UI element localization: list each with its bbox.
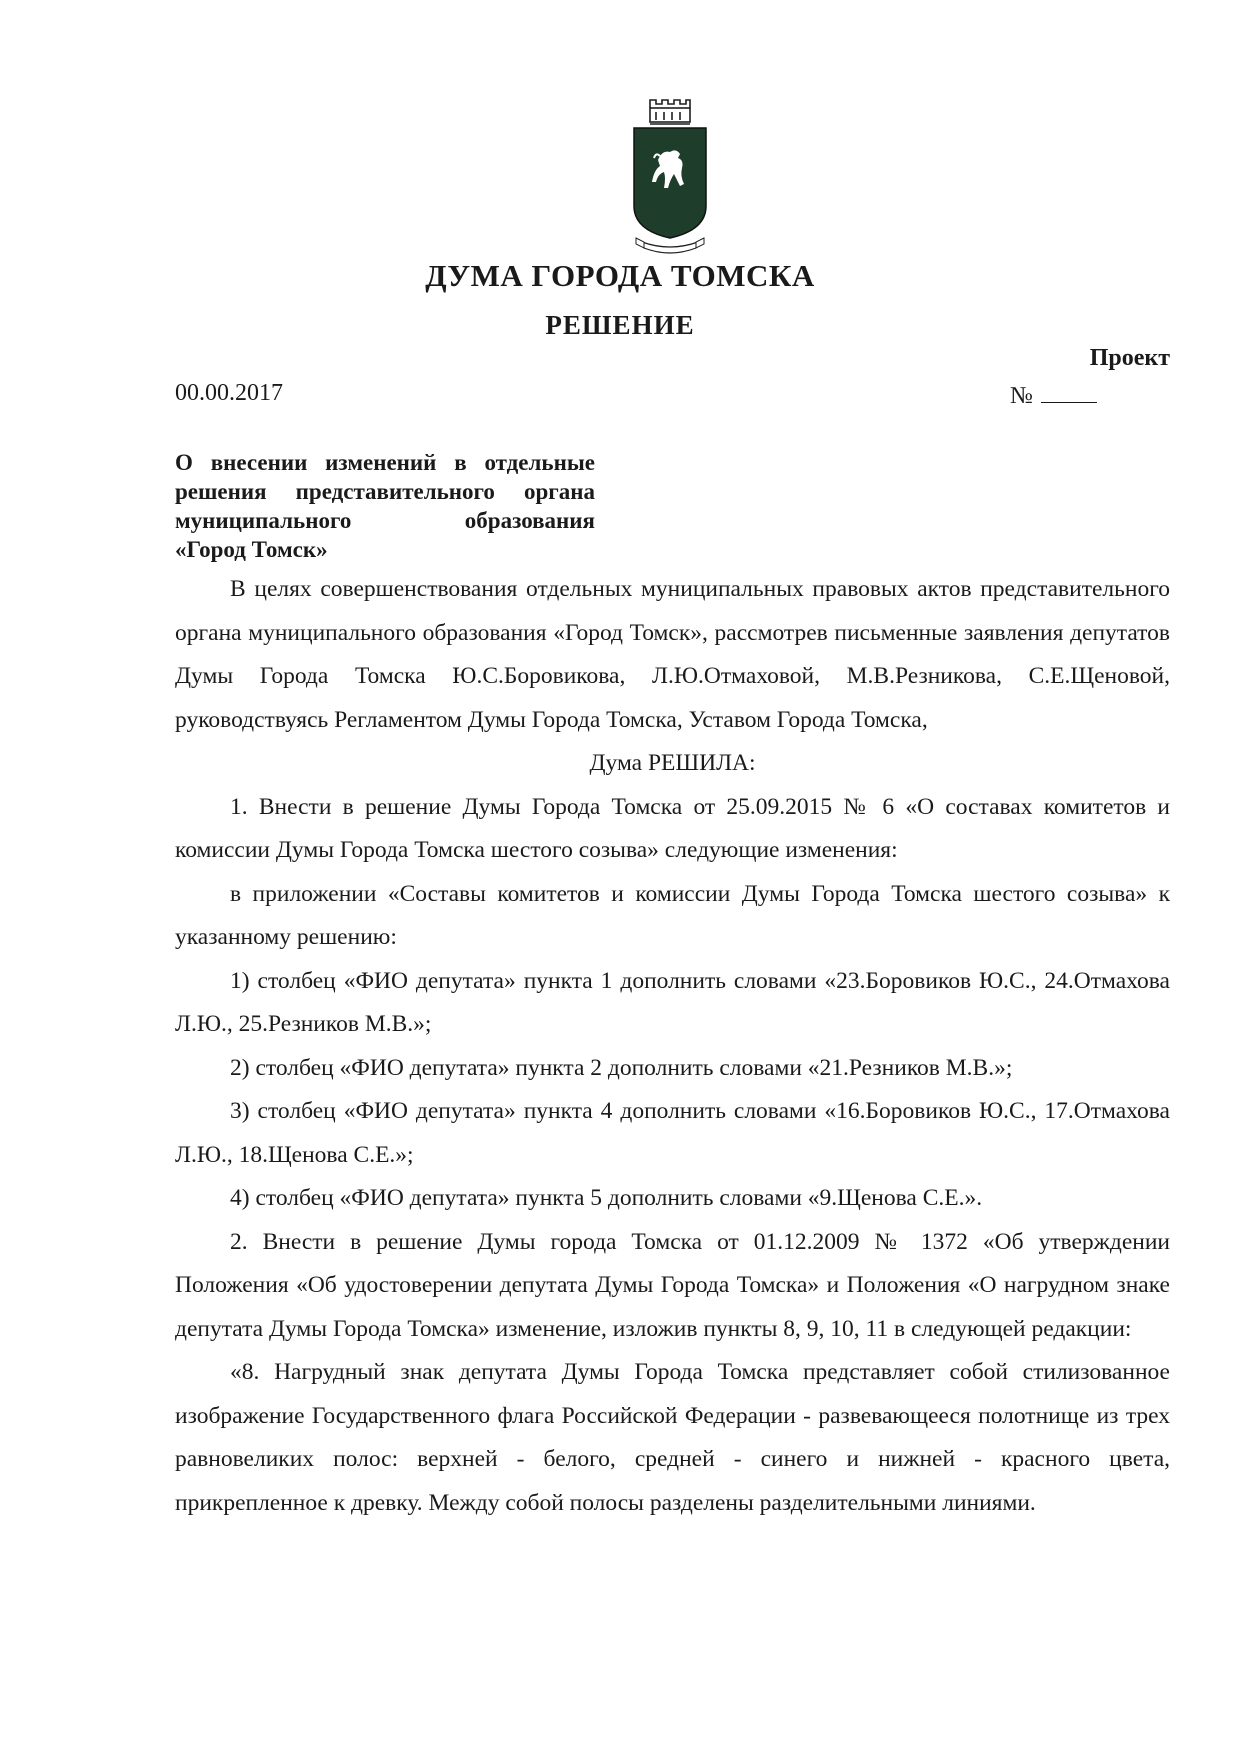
document-type: РЕШЕНИЕ [545,310,695,340]
document-body [175,568,1170,1525]
paragraph-1-item-3: 3) столбец «ФИО депутата» пункта 4 дополнить словами «16.Боровиков Ю.С., 17.Отмахова Л.Ю., 18.Щенова С.Е.»; [175,1098,1170,1168]
document-subject [175,448,595,564]
number-blank [1041,380,1097,403]
paragraph-1-item-4: 4) столбец «ФИО депутата» пункта 5 дополнить словами «9.Щенова С.Е.». [230,1185,983,1211]
document-number [1010,380,1097,410]
paragraph-1-item-2: 2) столбец «ФИО депутата» пункта 2 дополнить словами «21.Резников М.В.»; [230,1054,1013,1081]
resolved-heading: Дума РЕШИЛА: [589,750,756,776]
number-label: № [1010,383,1033,409]
paragraph-1-item-1: 1) столбец «ФИО депутата» пункта 1 дополнить словами «23.Боровиков Ю.С., 24.Отмахова Л.Ю., 25.Резников М.В.»; [175,967,1170,1037]
preamble-paragraph: В целях совершенствования отдельных муниципальных правовых актов представительного органа муниципального образования «Город Томск», рассмотрев письменные заявления депутатов Думы Города Томска Ю.С.Боровикова, Л.Ю.Отмаховой, М.В.Резникова, С.Е.Щеновой, руководствуясь Регламентом Думы Города Томска, Уставом Города Томска, [175,576,1170,733]
paragraph-2: 2. Внести в решение Думы города Томска от 01.12.2009 № 1372 «Об утверждении Положения «Об удостоверении депутата Думы Города Томска» и Положения «О нагрудном знаке депутата Думы Города Томска» изменение, изложив пункты 8, 9, 10, 11 в следующей редакции: [175,1228,1170,1342]
paragraph-1: 1. Внести в решение Думы Города Томска от 25.09.2015 № 6 «О составах комитетов и комиссии Думы Города Томска шестого созыва» следующие изменения: [175,793,1170,863]
organization-title: ДУМА ГОРОДА ТОМСКА [425,258,815,293]
paragraph-2-item-8: «8. Нагрудный знак депутата Думы Города Томска представляет собой стилизованное изображение Государственного флага Российской Федерации - развевающееся полотнище из трех равновеликих полос: верхней - белого, средней - синего и нижней - красного цвета, прикрепленное к древку. Между собой полосы разделены разделительными линиями. [175,1359,1170,1516]
subject-line: О внесении изменений в отдельные [175,450,595,475]
subject-line: решения представительного органа [175,479,595,504]
document-date: 00.00.2017 [175,380,283,406]
paragraph-1-intro: в приложении «Составы комитетов и комиссии Думы Города Томска шестого созыва» к указанному решению: [175,880,1170,950]
subject-line: муниципального образования [175,508,595,533]
coat-of-arms-icon [628,98,712,258]
subject-line: «Город Томск» [175,537,328,562]
draft-mark: Проект [1089,345,1170,371]
